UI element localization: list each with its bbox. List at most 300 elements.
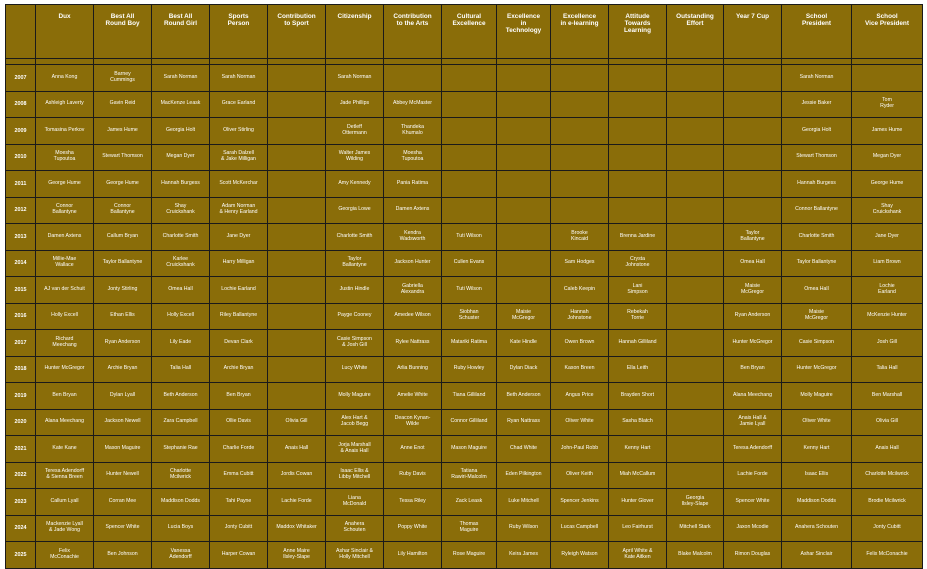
award-cell-year-7-cup: Alana Meechang <box>724 383 782 410</box>
award-cell-year-7-cup: Ryan Anderson <box>724 303 782 330</box>
table-row <box>6 462 923 489</box>
award-cell-best-all-round-boy: Taylor Ballantyne <box>94 250 152 277</box>
header-school-president: School President <box>782 5 852 59</box>
table-row <box>6 250 923 277</box>
award-cell-attitude-towards-learning <box>609 197 667 224</box>
award-cell-best-all-round-boy: Dylan Lyall <box>94 383 152 410</box>
award-cell-contribution-to-the-arts: Amelie White <box>384 383 442 410</box>
award-cell-attitude-towards-learning: Crysta Johnstone <box>609 250 667 277</box>
award-cell-best-all-round-boy: Ben Johnson <box>94 542 152 569</box>
award-cell-outstanding-effort <box>667 118 724 145</box>
award-cell-school-president: Oliver White <box>782 409 852 436</box>
award-cell-cultural-excellence: Mason Maguire <box>442 436 497 463</box>
award-cell-school-president: Stewart Thomson <box>782 144 852 171</box>
award-cell-cultural-excellence: Rose Maguire <box>442 542 497 569</box>
award-cell-contribution-to-sport: Lachie Forde <box>268 489 326 516</box>
award-cell-dux: Damen Axtens <box>36 224 94 251</box>
table-row <box>6 277 923 304</box>
table-row <box>6 330 923 357</box>
award-cell-excellence-in-e-learning: Oliver Keith <box>551 462 609 489</box>
award-cell-outstanding-effort <box>667 303 724 330</box>
award-cell-best-all-round-boy: Stewart Thomson <box>94 144 152 171</box>
award-cell-best-all-round-girl: Maddison Dodds <box>152 489 210 516</box>
table-row <box>6 65 923 92</box>
award-cell-dux: Mackenzie Lyall & Jade Wong <box>36 515 94 542</box>
award-cell-best-all-round-boy: James Hume <box>94 118 152 145</box>
award-cell-school-vice-president: Lochie Earland <box>852 277 923 304</box>
award-cell-year-7-cup: Hunter McGregor <box>724 330 782 357</box>
table-row <box>6 144 923 171</box>
award-cell-contribution-to-the-arts: Arlia Bunning <box>384 356 442 383</box>
award-cell-cultural-excellence: Siobhan Schuster <box>442 303 497 330</box>
award-cell-year-7-cup <box>724 171 782 198</box>
award-cell-citizenship: Ashar Sinclair & Holly Mitchell <box>326 542 384 569</box>
table-row <box>6 489 923 516</box>
year-cell: 2019 <box>6 383 36 410</box>
table-row <box>6 356 923 383</box>
award-cell-outstanding-effort <box>667 356 724 383</box>
award-cell-contribution-to-the-arts: Pania Ratima <box>384 171 442 198</box>
award-cell-best-all-round-girl: Zara Campbell <box>152 409 210 436</box>
header-cultural-excellence: Cultural Excellence <box>442 5 497 59</box>
year-cell: 2015 <box>6 277 36 304</box>
award-cell-school-president: Hannah Burgess <box>782 171 852 198</box>
award-cell-attitude-towards-learning: Kenny Hart <box>609 436 667 463</box>
award-cell-year-7-cup: Maisie McGregor <box>724 277 782 304</box>
award-cell-contribution-to-the-arts: Lily Hamilton <box>384 542 442 569</box>
award-cell-sports-person: Riley Ballantyne <box>210 303 268 330</box>
award-cell-year-7-cup: Jaxon Mcodie <box>724 515 782 542</box>
year-cell: 2018 <box>6 356 36 383</box>
award-cell-excellence-in-e-learning: Oliver White <box>551 409 609 436</box>
award-cell-attitude-towards-learning: Hunter Glover <box>609 489 667 516</box>
year-cell: 2012 <box>6 197 36 224</box>
award-cell-contribution-to-sport <box>268 144 326 171</box>
award-cell-citizenship: Charlotte Smith <box>326 224 384 251</box>
award-cell-contribution-to-the-arts: Moesha Tupoutoa <box>384 144 442 171</box>
award-cell-year-7-cup: Ben Bryan <box>724 356 782 383</box>
award-cell-contribution-to-the-arts <box>384 65 442 92</box>
award-cell-citizenship: Payge Cooney <box>326 303 384 330</box>
year-cell: 2008 <box>6 91 36 118</box>
award-cell-best-all-round-boy: Gavin Reid <box>94 91 152 118</box>
award-cell-sports-person: Charlie Forde <box>210 436 268 463</box>
award-cell-citizenship: Justin Hindle <box>326 277 384 304</box>
award-cell-excellence-in-technology <box>497 224 551 251</box>
award-cell-excellence-in-e-learning: Sam Hodges <box>551 250 609 277</box>
header-school-vice-president: School Vice President <box>852 5 923 59</box>
award-cell-year-7-cup: Lachie Forde <box>724 462 782 489</box>
header-sports-person: Sports Person <box>210 5 268 59</box>
award-cell-attitude-towards-learning <box>609 65 667 92</box>
award-cell-best-all-round-boy: Connor Ballantyne <box>94 197 152 224</box>
award-cell-best-all-round-girl: Hannah Burgess <box>152 171 210 198</box>
award-cell-excellence-in-technology <box>497 171 551 198</box>
award-cell-excellence-in-e-learning <box>551 91 609 118</box>
award-cell-best-all-round-girl: Megan Dyer <box>152 144 210 171</box>
award-cell-cultural-excellence <box>442 171 497 198</box>
table-row <box>6 542 923 569</box>
award-cell-school-president: Ashar Sinclair <box>782 542 852 569</box>
award-cell-school-vice-president: Olivia Gill <box>852 409 923 436</box>
award-cell-contribution-to-the-arts: Kendra Wadsworth <box>384 224 442 251</box>
year-cell: 2009 <box>6 118 36 145</box>
award-cell-excellence-in-technology: Maisie McGregor <box>497 303 551 330</box>
award-cell-excellence-in-technology: Keira James <box>497 542 551 569</box>
award-cell-contribution-to-sport <box>268 383 326 410</box>
award-cell-best-all-round-boy: Archie Bryan <box>94 356 152 383</box>
award-cell-cultural-excellence <box>442 118 497 145</box>
award-cell-school-president: Casie Simpson <box>782 330 852 357</box>
award-cell-cultural-excellence: Thomas Maguire <box>442 515 497 542</box>
award-cell-contribution-to-the-arts: Abbey McMaster <box>384 91 442 118</box>
award-cell-sports-person: Adam Norman & Henry Earland <box>210 197 268 224</box>
award-cell-best-all-round-boy: Spencer White <box>94 515 152 542</box>
year-cell: 2010 <box>6 144 36 171</box>
award-cell-school-vice-president: Felix McConachie <box>852 542 923 569</box>
award-cell-school-president: Charlotte Smith <box>782 224 852 251</box>
award-cell-school-vice-president: McKenzie Hunter <box>852 303 923 330</box>
awards-table <box>5 4 923 569</box>
award-cell-outstanding-effort: Mitchell Stark <box>667 515 724 542</box>
award-cell-school-president: Connor Ballantyne <box>782 197 852 224</box>
award-cell-excellence-in-technology <box>497 197 551 224</box>
award-cell-best-all-round-girl: Karlee Cruickshank <box>152 250 210 277</box>
award-cell-sports-person: Lochie Earland <box>210 277 268 304</box>
award-cell-outstanding-effort <box>667 436 724 463</box>
award-cell-best-all-round-girl: Charlotte Smith <box>152 224 210 251</box>
award-cell-citizenship: Amy Kennedy <box>326 171 384 198</box>
award-cell-attitude-towards-learning <box>609 118 667 145</box>
award-cell-year-7-cup: Taylor Ballantyne <box>724 224 782 251</box>
award-cell-excellence-in-technology <box>497 65 551 92</box>
award-cell-outstanding-effort <box>667 91 724 118</box>
header-excellence-in-technology: Excellence in Technology <box>497 5 551 59</box>
award-cell-school-vice-president: James Hume <box>852 118 923 145</box>
award-cell-excellence-in-e-learning: John-Paul Robb <box>551 436 609 463</box>
award-cell-year-7-cup: Rimon Douglas <box>724 542 782 569</box>
header-year-7-cup: Year 7 Cup <box>724 5 782 59</box>
award-cell-cultural-excellence <box>442 91 497 118</box>
award-cell-cultural-excellence: Zack Leask <box>442 489 497 516</box>
table-row <box>6 303 923 330</box>
award-cell-citizenship: Casie Simpson & Josh Gill <box>326 330 384 357</box>
award-cell-dux: Hunter McGregor <box>36 356 94 383</box>
award-cell-contribution-to-the-arts: Deacon Kynan- Wilde <box>384 409 442 436</box>
award-cell-excellence-in-e-learning: Spencer Jenkins <box>551 489 609 516</box>
table-row <box>6 436 923 463</box>
award-cell-outstanding-effort <box>667 409 724 436</box>
award-cell-contribution-to-sport <box>268 65 326 92</box>
award-cell-excellence-in-technology: Kate Hindle <box>497 330 551 357</box>
award-cell-excellence-in-technology: Ryan Nattrass <box>497 409 551 436</box>
header-row <box>6 5 923 59</box>
award-cell-excellence-in-technology <box>497 250 551 277</box>
award-cell-excellence-in-e-learning: Angus Price <box>551 383 609 410</box>
award-cell-contribution-to-sport: Olivia Gill <box>268 409 326 436</box>
award-cell-dux: AJ van der Schuit <box>36 277 94 304</box>
table-row <box>6 224 923 251</box>
award-cell-dux: Felix McConachie <box>36 542 94 569</box>
table-row <box>6 118 923 145</box>
award-cell-school-vice-president: George Hume <box>852 171 923 198</box>
award-cell-school-president: Molly Maguire <box>782 383 852 410</box>
award-cell-school-president: Isaac Ellis <box>782 462 852 489</box>
award-cell-best-all-round-girl: Lucia Boys <box>152 515 210 542</box>
header-year-corner <box>6 5 36 59</box>
award-cell-dux: Teresa Adendorff & Sienna Breen <box>36 462 94 489</box>
table-row <box>6 515 923 542</box>
award-cell-sports-person: Harry Milligan <box>210 250 268 277</box>
award-cell-school-vice-president: Josh Gill <box>852 330 923 357</box>
award-cell-excellence-in-e-learning: Owen Brown <box>551 330 609 357</box>
award-cell-sports-person: Jane Dyer <box>210 224 268 251</box>
award-cell-best-all-round-boy: Ethan Ellis <box>94 303 152 330</box>
award-cell-best-all-round-girl: Stephanie Rae <box>152 436 210 463</box>
award-cell-best-all-round-girl: MacKenze Leask <box>152 91 210 118</box>
header-excellence-in-e-learning: Excellence in e-learning <box>551 5 609 59</box>
award-cell-year-7-cup: Omea Hall <box>724 250 782 277</box>
award-cell-contribution-to-sport <box>268 303 326 330</box>
award-cell-contribution-to-sport <box>268 91 326 118</box>
award-cell-citizenship: Liana McDonald <box>326 489 384 516</box>
award-cell-school-president: Omea Hall <box>782 277 852 304</box>
award-cell-sports-person: Ben Bryan <box>210 383 268 410</box>
award-cell-citizenship: Jorja Marshall & Anais Hall <box>326 436 384 463</box>
year-cell: 2025 <box>6 542 36 569</box>
award-cell-contribution-to-the-arts: Ruby Davis <box>384 462 442 489</box>
award-cell-contribution-to-sport: Anais Hall <box>268 436 326 463</box>
award-cell-sports-person: Sarah Norman <box>210 65 268 92</box>
awards-table-container <box>5 4 923 569</box>
year-cell: 2022 <box>6 462 36 489</box>
award-cell-citizenship: Georgia Lowe <box>326 197 384 224</box>
award-cell-excellence-in-technology <box>497 277 551 304</box>
award-cell-year-7-cup <box>724 197 782 224</box>
award-cell-best-all-round-girl: Lily Eade <box>152 330 210 357</box>
award-cell-dux: Holly Excell <box>36 303 94 330</box>
award-cell-dux: Alana Meechang <box>36 409 94 436</box>
award-cell-contribution-to-sport <box>268 197 326 224</box>
award-cell-contribution-to-sport <box>268 118 326 145</box>
award-cell-best-all-round-girl: Shay Cruickshank <box>152 197 210 224</box>
award-cell-citizenship: Alex Hart & Jacob Begg <box>326 409 384 436</box>
award-cell-cultural-excellence <box>442 65 497 92</box>
award-cell-best-all-round-boy: Mason Maguire <box>94 436 152 463</box>
award-cell-outstanding-effort <box>667 144 724 171</box>
award-cell-excellence-in-technology: Beth Anderson <box>497 383 551 410</box>
award-cell-outstanding-effort <box>667 462 724 489</box>
award-cell-contribution-to-sport: Maddox Whitaker <box>268 515 326 542</box>
award-cell-citizenship: Isaac Ellis & Libby Mitchell <box>326 462 384 489</box>
award-cell-sports-person: Ollie Davis <box>210 409 268 436</box>
award-cell-school-vice-president: Tom Ryder <box>852 91 923 118</box>
award-cell-school-vice-president: Jane Dyer <box>852 224 923 251</box>
header-attitude-towards-learning: Attitude Towards Learning <box>609 5 667 59</box>
award-cell-best-all-round-girl: Holly Excell <box>152 303 210 330</box>
award-cell-cultural-excellence <box>442 197 497 224</box>
award-cell-outstanding-effort <box>667 250 724 277</box>
award-cell-sports-person: Tahi Payne <box>210 489 268 516</box>
table-row <box>6 91 923 118</box>
award-cell-dux: Callum Lyall <box>36 489 94 516</box>
award-cell-school-president: Sarah Norman <box>782 65 852 92</box>
award-cell-contribution-to-sport: Anne Maire Ilsley-Slape <box>268 542 326 569</box>
award-cell-outstanding-effort: Georgia Ilsley-Slape <box>667 489 724 516</box>
award-cell-contribution-to-the-arts: Jackson Hunter <box>384 250 442 277</box>
award-cell-school-vice-president: Anais Hall <box>852 436 923 463</box>
award-cell-sports-person: Devan Clark <box>210 330 268 357</box>
table-row <box>6 171 923 198</box>
award-cell-excellence-in-e-learning <box>551 65 609 92</box>
award-cell-contribution-to-the-arts: Thandeka Khumalo <box>384 118 442 145</box>
award-cell-school-president: Kenny Hart <box>782 436 852 463</box>
award-cell-school-president: Georgia Holt <box>782 118 852 145</box>
award-cell-year-7-cup: Anais Hall & Jamie Lyall <box>724 409 782 436</box>
award-cell-citizenship: Sarah Norman <box>326 65 384 92</box>
award-cell-sports-person: Harper Cowan <box>210 542 268 569</box>
award-cell-school-president: Maddison Dodds <box>782 489 852 516</box>
award-cell-outstanding-effort: Blake Malcolm <box>667 542 724 569</box>
award-cell-attitude-towards-learning: Brenna Jardine <box>609 224 667 251</box>
award-cell-attitude-towards-learning: Lani Simpson <box>609 277 667 304</box>
award-cell-citizenship: Molly Maguire <box>326 383 384 410</box>
award-cell-year-7-cup <box>724 118 782 145</box>
award-cell-sports-person: Archie Bryan <box>210 356 268 383</box>
header-outstanding-effort: Outstanding Effort <box>667 5 724 59</box>
award-cell-best-all-round-girl: Talia Hall <box>152 356 210 383</box>
award-cell-year-7-cup <box>724 65 782 92</box>
award-cell-contribution-to-the-arts: Anne Enot <box>384 436 442 463</box>
award-cell-year-7-cup <box>724 91 782 118</box>
header-contribution-to-sport: Contribution to Sport <box>268 5 326 59</box>
award-cell-contribution-to-the-arts: Gabriella Alexandra <box>384 277 442 304</box>
award-cell-school-vice-president: Liam Brown <box>852 250 923 277</box>
year-cell: 2017 <box>6 330 36 357</box>
award-cell-citizenship: Taylor Ballantyne <box>326 250 384 277</box>
award-cell-attitude-towards-learning <box>609 144 667 171</box>
award-cell-school-vice-president: Shay Cruickshank <box>852 197 923 224</box>
award-cell-best-all-round-boy: Hunter Newell <box>94 462 152 489</box>
award-cell-sports-person: Grace Earland <box>210 91 268 118</box>
award-cell-excellence-in-e-learning <box>551 118 609 145</box>
year-cell: 2013 <box>6 224 36 251</box>
award-cell-cultural-excellence: Matariki Ratima <box>442 330 497 357</box>
award-cell-contribution-to-the-arts: Tessa Riley <box>384 489 442 516</box>
award-cell-contribution-to-the-arts: Rylee Nattrass <box>384 330 442 357</box>
award-cell-school-vice-president: Ben Marshall <box>852 383 923 410</box>
award-cell-attitude-towards-learning: Hannah Gilliland <box>609 330 667 357</box>
award-cell-cultural-excellence: Tatiana Rawiri-Malcolm <box>442 462 497 489</box>
award-cell-best-all-round-girl: Omea Hall <box>152 277 210 304</box>
award-cell-dux: Anna Kong <box>36 65 94 92</box>
table-body <box>6 59 923 569</box>
award-cell-attitude-towards-learning: Brayden Short <box>609 383 667 410</box>
award-cell-citizenship: Lucy White <box>326 356 384 383</box>
award-cell-citizenship: Jade Phillips <box>326 91 384 118</box>
award-cell-excellence-in-technology: Dylan Diack <box>497 356 551 383</box>
award-cell-dux: Connor Ballantyne <box>36 197 94 224</box>
award-cell-school-vice-president: Jonty Cubitt <box>852 515 923 542</box>
award-cell-sports-person: Emma Cubitt <box>210 462 268 489</box>
table-row <box>6 197 923 224</box>
award-cell-attitude-towards-learning <box>609 171 667 198</box>
award-cell-dux: Millie-Mae Wallace <box>36 250 94 277</box>
award-cell-excellence-in-e-learning <box>551 171 609 198</box>
award-cell-excellence-in-e-learning: Brooke Kincaid <box>551 224 609 251</box>
header-best-all-round-boy: Best All Round Boy <box>94 5 152 59</box>
award-cell-attitude-towards-learning: Ella Leith <box>609 356 667 383</box>
award-cell-attitude-towards-learning: Sasha Blatch <box>609 409 667 436</box>
year-cell: 2014 <box>6 250 36 277</box>
year-cell: 2007 <box>6 65 36 92</box>
award-cell-dux: George Hume <box>36 171 94 198</box>
award-cell-contribution-to-sport <box>268 250 326 277</box>
award-cell-contribution-to-sport <box>268 330 326 357</box>
award-cell-best-all-round-boy: Corran Mee <box>94 489 152 516</box>
award-cell-cultural-excellence: Ruby Howley <box>442 356 497 383</box>
award-cell-year-7-cup <box>724 144 782 171</box>
award-cell-contribution-to-sport: Jordis Cowan <box>268 462 326 489</box>
award-cell-school-vice-president: Charlotte Mcilwrick <box>852 462 923 489</box>
award-cell-cultural-excellence: Connor Gilliland <box>442 409 497 436</box>
award-cell-outstanding-effort <box>667 197 724 224</box>
award-cell-best-all-round-boy: Jonty Stirling <box>94 277 152 304</box>
year-cell: 2016 <box>6 303 36 330</box>
award-cell-contribution-to-sport <box>268 171 326 198</box>
table-row <box>6 383 923 410</box>
year-cell: 2024 <box>6 515 36 542</box>
award-cell-dux: Moesha Tupoutoa <box>36 144 94 171</box>
award-cell-school-president: Hunter McGregor <box>782 356 852 383</box>
award-cell-best-all-round-girl: Vanessa Adendorff <box>152 542 210 569</box>
award-cell-contribution-to-the-arts: Damen Axtens <box>384 197 442 224</box>
award-cell-school-president: Anahera Schouten <box>782 515 852 542</box>
award-cell-outstanding-effort <box>667 383 724 410</box>
award-cell-excellence-in-e-learning: Lucas Campbell <box>551 515 609 542</box>
award-cell-sports-person: Jonty Cubitt <box>210 515 268 542</box>
award-cell-outstanding-effort <box>667 65 724 92</box>
award-cell-dux: Ben Bryan <box>36 383 94 410</box>
award-cell-excellence-in-e-learning <box>551 144 609 171</box>
award-cell-citizenship: Detleff Ottermann <box>326 118 384 145</box>
award-cell-best-all-round-girl: Charlotte Mcilwrick <box>152 462 210 489</box>
award-cell-best-all-round-girl: Georgia Holt <box>152 118 210 145</box>
award-cell-school-vice-president: Megan Dyer <box>852 144 923 171</box>
award-cell-attitude-towards-learning: Leo Fairhurst <box>609 515 667 542</box>
award-cell-school-vice-president <box>852 65 923 92</box>
award-cell-excellence-in-e-learning: Caleb Keepin <box>551 277 609 304</box>
award-cell-best-all-round-boy: Ryan Anderson <box>94 330 152 357</box>
award-cell-best-all-round-boy: Callum Bryan <box>94 224 152 251</box>
award-cell-cultural-excellence <box>442 144 497 171</box>
award-cell-excellence-in-e-learning <box>551 197 609 224</box>
award-cell-school-president: Jessie Baker <box>782 91 852 118</box>
award-cell-citizenship: Anahera Schouten <box>326 515 384 542</box>
award-cell-excellence-in-technology <box>497 91 551 118</box>
award-cell-outstanding-effort <box>667 277 724 304</box>
award-cell-contribution-to-sport <box>268 277 326 304</box>
award-cell-cultural-excellence: Cullen Evans <box>442 250 497 277</box>
award-cell-outstanding-effort <box>667 171 724 198</box>
award-cell-school-vice-president: Brodie Mcilwrick <box>852 489 923 516</box>
award-cell-contribution-to-sport <box>268 356 326 383</box>
table-row <box>6 409 923 436</box>
award-cell-attitude-towards-learning: Rebekah Torrie <box>609 303 667 330</box>
award-cell-best-all-round-girl: Beth Anderson <box>152 383 210 410</box>
year-cell: 2020 <box>6 409 36 436</box>
award-cell-contribution-to-sport <box>268 224 326 251</box>
